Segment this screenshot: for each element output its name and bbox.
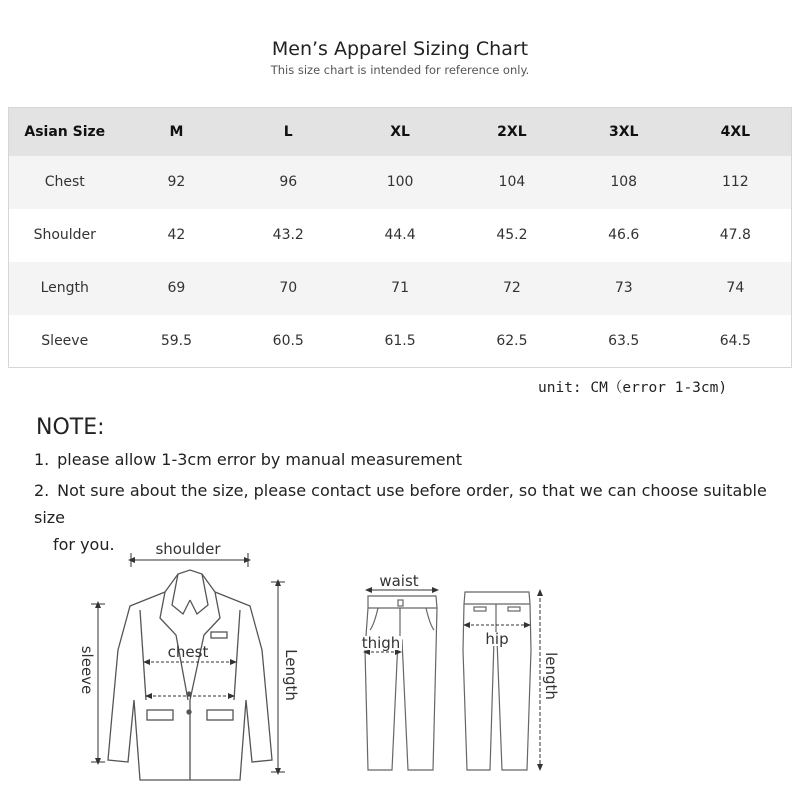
- table-row: [9, 156, 792, 209]
- table-row: [9, 315, 792, 368]
- row-label: Chest: [44, 174, 85, 190]
- note-number: 2.: [34, 481, 50, 500]
- pants-back-illustration: [463, 592, 531, 770]
- table-cell: 104: [498, 174, 526, 190]
- table-cell: 92: [167, 174, 186, 190]
- table-cell: 46.6: [608, 227, 640, 243]
- pants-front-illustration: [365, 596, 437, 770]
- row-label: Sleeve: [41, 332, 89, 349]
- column-header: M: [169, 123, 184, 140]
- note-number: 1.: [34, 450, 50, 469]
- table-cell: 96: [279, 174, 298, 190]
- pants-length-label: length: [542, 652, 560, 700]
- unit-note: unit: CM（error 1-3cm): [538, 380, 728, 396]
- row-label: Length: [40, 280, 89, 296]
- jacket-illustration: [108, 570, 272, 780]
- table-cell: 112: [721, 174, 749, 190]
- table-cell: 45.2: [496, 227, 528, 243]
- hip-label: hip: [485, 630, 509, 648]
- note-text-continuation: for you.: [53, 535, 115, 554]
- note-text: please allow 1-3cm error by manual measurement: [57, 450, 463, 469]
- note-item: [34, 446, 774, 473]
- table-header-row: [9, 108, 792, 156]
- column-header: 4XL: [720, 123, 751, 140]
- table-cell: 74: [726, 280, 745, 296]
- chest-label: chest: [167, 643, 209, 661]
- table-cell: 70: [279, 280, 298, 296]
- table-cell: 73: [614, 280, 633, 296]
- note-title: NOTE:: [36, 415, 105, 440]
- table-cell: 43.2: [272, 227, 304, 243]
- table-cell: 62.5: [496, 332, 528, 349]
- table-cell: 108: [610, 174, 638, 190]
- thigh-label: thigh: [361, 634, 401, 652]
- table-cell: 60.5: [272, 332, 304, 349]
- sleeve-label: sleeve: [78, 645, 96, 695]
- table-cell: 42: [167, 227, 186, 243]
- table-row: [9, 209, 792, 262]
- column-header: 2XL: [497, 123, 527, 140]
- table-cell: 69: [167, 280, 186, 296]
- size-table: [8, 107, 792, 368]
- table-cell: 47.8: [719, 227, 751, 243]
- note-text: Not sure about the size, please contact use before order, so that we can choose suitable size: [34, 481, 767, 527]
- row-label: Shoulder: [33, 227, 96, 243]
- table-cell: 44.4: [384, 227, 416, 243]
- table-cell: 59.5: [160, 332, 192, 349]
- shoulder-label: shoulder: [155, 540, 221, 558]
- table-cell: 61.5: [384, 332, 416, 349]
- table-row: [9, 262, 792, 315]
- length-label: Length: [282, 649, 300, 701]
- table-cell: 64.5: [719, 332, 751, 349]
- table-cell: 72: [502, 280, 521, 296]
- column-header: L: [283, 123, 293, 140]
- table-cell: 71: [391, 280, 409, 296]
- column-header: XL: [390, 123, 410, 140]
- page-title: Men’s Apparel Sizing Chart: [271, 38, 529, 60]
- measurement-diagram: [0, 530, 800, 800]
- table-cell: 100: [386, 174, 414, 190]
- waist-label: waist: [379, 572, 419, 590]
- column-header: Asian Size: [24, 123, 106, 140]
- page-subtitle: This size chart is intended for reference only.: [270, 63, 530, 77]
- column-header: 3XL: [608, 123, 639, 140]
- table-cell: 63.5: [608, 332, 640, 349]
